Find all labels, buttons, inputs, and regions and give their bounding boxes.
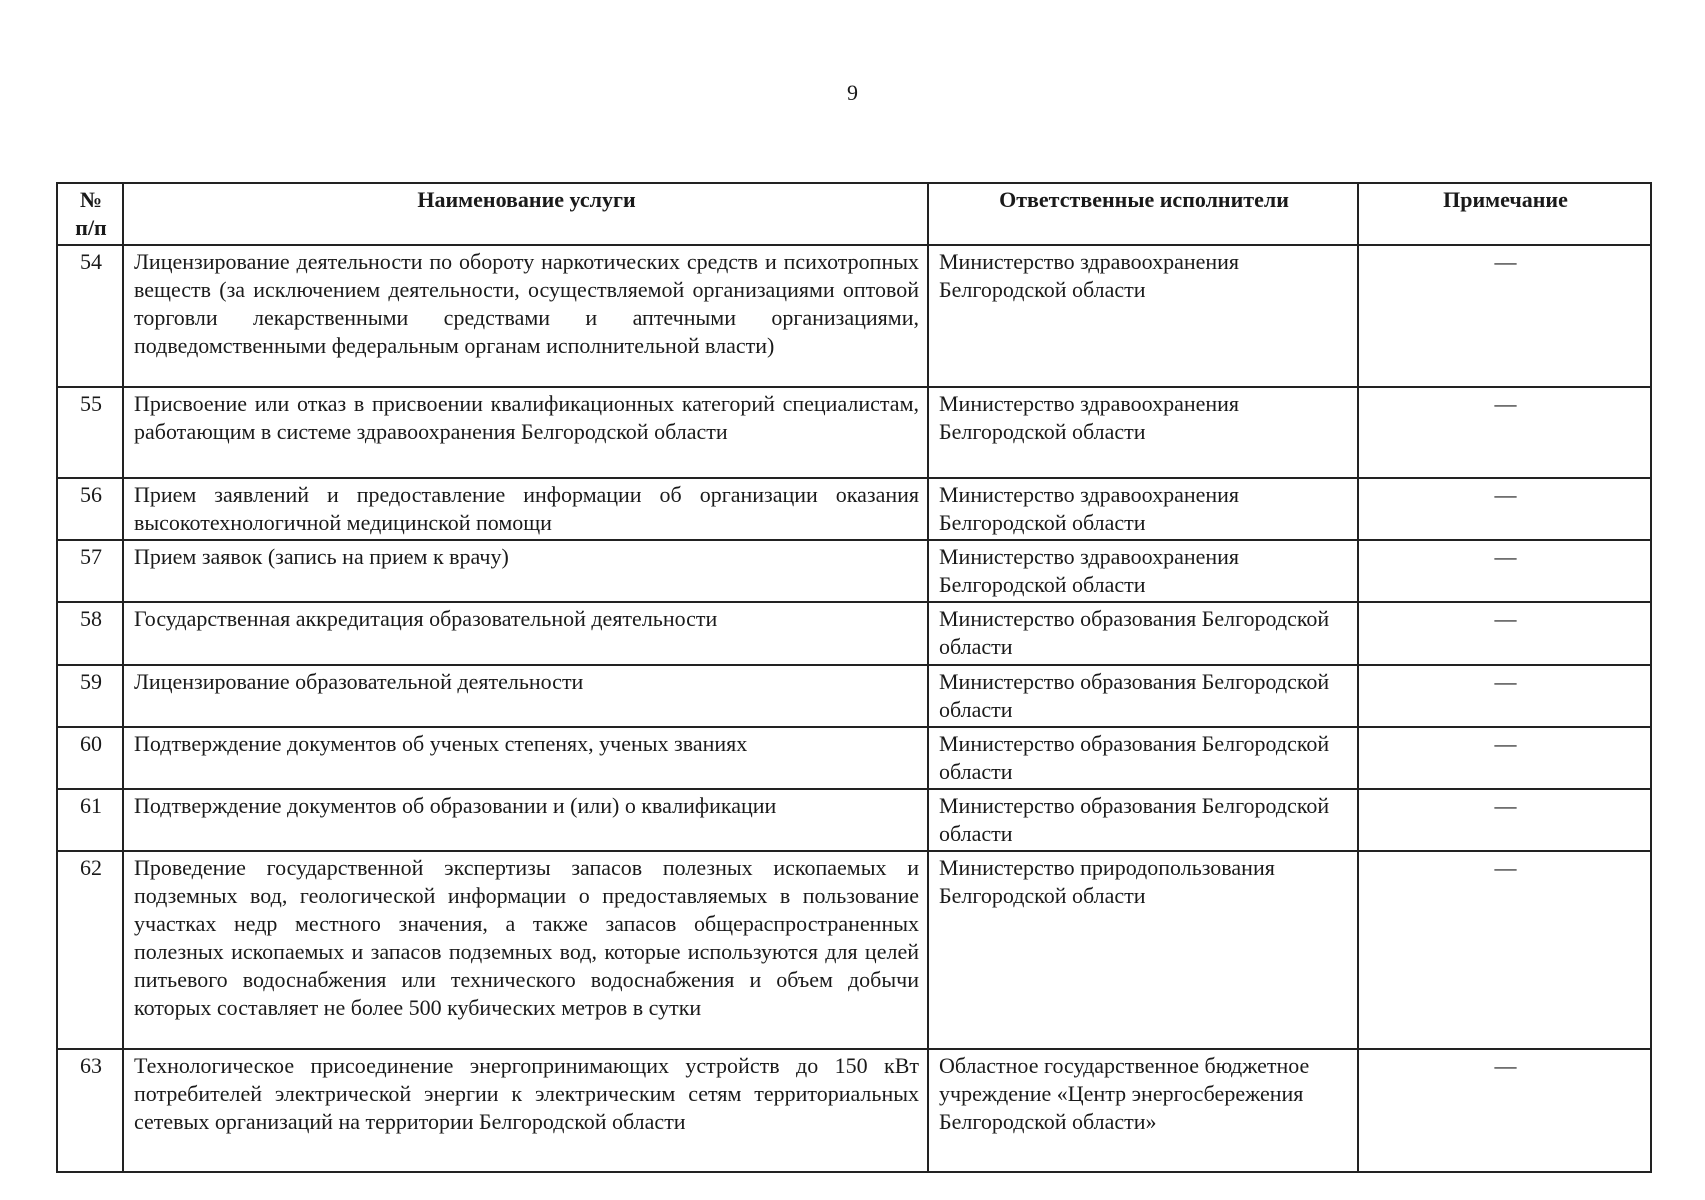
table-row [57, 727, 1651, 789]
row-executor: Министерство образования Белгородской области [928, 602, 1358, 665]
row-num: 56 [57, 478, 123, 540]
row-note: — [1358, 1049, 1651, 1172]
row-num: 57 [57, 540, 123, 602]
table-header-row [57, 183, 1651, 245]
row-num: 60 [57, 727, 123, 789]
header-note: Примечание [1358, 183, 1651, 245]
row-executor: Министерство природопользования Белгородской области [928, 851, 1358, 1049]
table-row [57, 602, 1651, 665]
table-row [57, 478, 1651, 540]
row-note: — [1358, 478, 1651, 540]
row-service-name: Технологическое присоединение энергопринимающих устройств до 150 кВт потребителей электрической энергии к электрическим сетям территориальных сетевых организаций на территории Белгородской области [123, 1049, 928, 1172]
row-service-name: Лицензирование деятельности по обороту наркотических средств и психотропных веществ (за исключением деятельности, осуществляемой организациями оптовой торговли лекарственными средствами и аптечными организациями, подведомственными федеральным органам исполнительной власти) [123, 245, 928, 387]
row-service-name: Прием заявлений и предоставление информации об организации оказания высокотехнологичной медицинской помощи [123, 478, 928, 540]
header-name: Наименование услуги [123, 183, 928, 245]
page-number: 9 [847, 80, 858, 105]
row-executor: Министерство здравоохранения Белгородской области [928, 245, 1358, 387]
row-executor: Областное государственное бюджетное учреждение «Центр энергосбережения Белгородской области» [928, 1049, 1358, 1172]
row-note: — [1358, 665, 1651, 727]
row-num: 55 [57, 387, 123, 478]
row-note: — [1358, 602, 1651, 665]
table-row [57, 789, 1651, 851]
row-executor: Министерство здравоохранения Белгородской области [928, 478, 1358, 540]
row-executor: Министерство здравоохранения Белгородской области [928, 387, 1358, 478]
table-row [57, 665, 1651, 727]
row-service-name: Подтверждение документов об ученых степенях, ученых званиях [123, 727, 928, 789]
table-row [57, 1049, 1651, 1172]
row-note: — [1358, 727, 1651, 789]
row-executor: Министерство здравоохранения Белгородской области [928, 540, 1358, 602]
row-note: — [1358, 245, 1651, 387]
row-service-name: Государственная аккредитация образовательной деятельности [123, 602, 928, 665]
row-executor: Министерство образования Белгородской области [928, 789, 1358, 851]
row-note: — [1358, 387, 1651, 478]
row-service-name: Подтверждение документов об образовании и (или) о квалификации [123, 789, 928, 851]
header-executor: Ответственные исполнители [928, 183, 1358, 245]
row-note: — [1358, 540, 1651, 602]
row-note: — [1358, 851, 1651, 1049]
row-num: 63 [57, 1049, 123, 1172]
row-executor: Министерство образования Белгородской области [928, 727, 1358, 789]
table-row [57, 540, 1651, 602]
row-num: 61 [57, 789, 123, 851]
table-row [57, 851, 1651, 1049]
row-num: 54 [57, 245, 123, 387]
row-num: 58 [57, 602, 123, 665]
row-num: 59 [57, 665, 123, 727]
row-num: 62 [57, 851, 123, 1049]
row-service-name: Прием заявок (запись на прием к врачу) [123, 540, 928, 602]
table-row [57, 387, 1651, 478]
services-table [56, 182, 1652, 1173]
header-num: № п/п [57, 183, 123, 245]
row-service-name: Лицензирование образовательной деятельности [123, 665, 928, 727]
row-executor: Министерство образования Белгородской области [928, 665, 1358, 727]
row-note: — [1358, 789, 1651, 851]
row-service-name: Присвоение или отказ в присвоении квалификационных категорий специалистам, работающим в системе здравоохранения Белгородской области [123, 387, 928, 478]
row-service-name: Проведение государственной экспертизы запасов полезных ископаемых и подземных вод, геологической информации о предоставляемых в пользование участках недр местного значения, а также запасов общераспространенных полезных ископаемых и запасов подземных вод, которые используются для целей питьевого водоснабжения или технического водоснабжения и объем добычи которых составляет не более 500 кубических метров в сутки [123, 851, 928, 1049]
table-row [57, 245, 1651, 387]
